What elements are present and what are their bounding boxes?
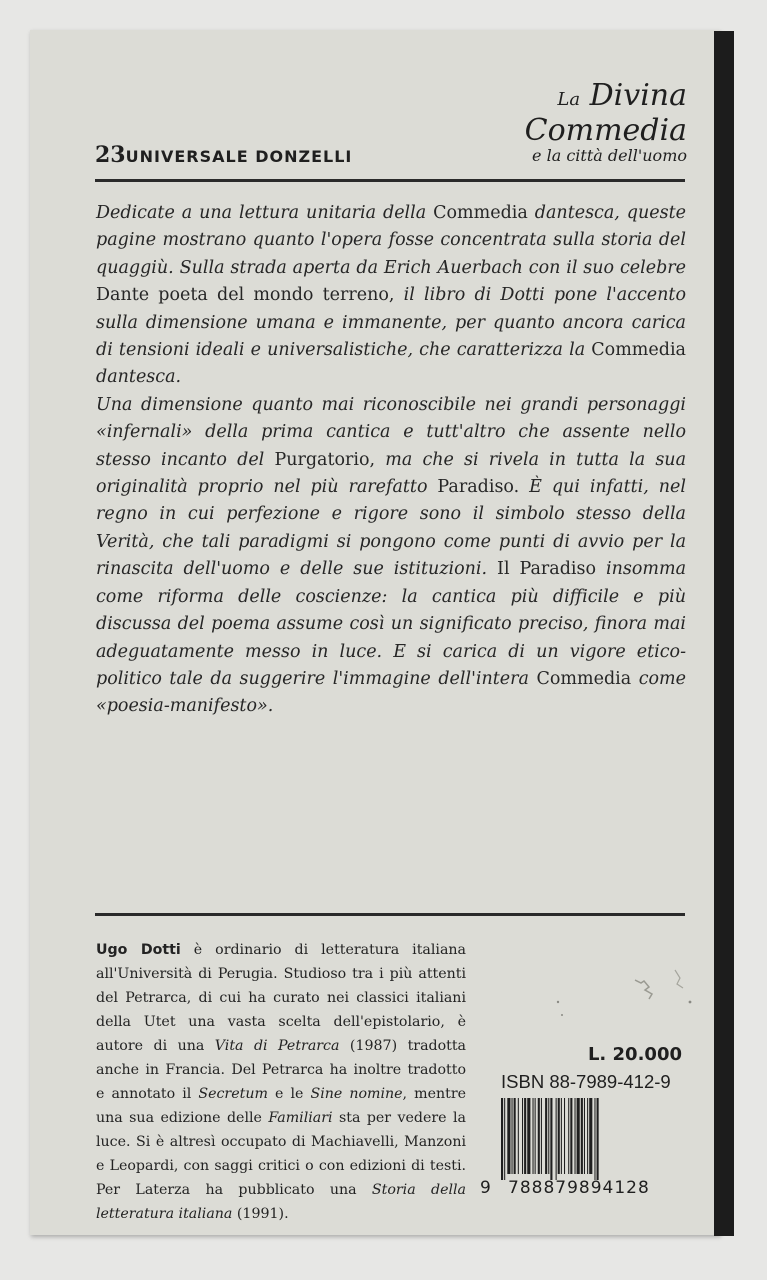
title-prefix: La — [557, 89, 581, 110]
barcode-bar — [524, 1098, 526, 1174]
barcode-bar — [538, 1098, 540, 1174]
barcode-bar — [548, 1098, 549, 1174]
barcode-bar — [575, 1098, 576, 1174]
author-name: Ugo Dotti — [96, 942, 181, 958]
blurb-text-run: come «poesia-manifesto». — [96, 668, 686, 717]
barcode-bar — [535, 1098, 536, 1174]
blurb-text-run: Commedia — [591, 340, 686, 361]
blurb-text-run: ma che si rivela in tutta la sua originalità proprio nel più rarefatto — [96, 449, 687, 498]
series-number: 23 — [95, 142, 126, 168]
book-spine — [714, 31, 734, 1236]
barcode-bar — [597, 1098, 599, 1180]
barcode-bar — [545, 1098, 547, 1174]
barcode-number: 788879894128 — [508, 1178, 650, 1198]
barcode-bar — [587, 1098, 588, 1174]
barcode-bar — [558, 1098, 560, 1174]
series-label — [95, 142, 352, 168]
blurb-text-run: Paradiso. — [437, 477, 520, 498]
blurb-text-run: Dedicate a una lettura unitaria della — [96, 203, 434, 223]
barcode-bar — [568, 1098, 569, 1174]
blurb-text-run: il libro di Dotti pone l'accento sulla dimensione umana e immanente, per quanto ancora carica di tensioni ideali e universalistiche, che caratterizza la — [96, 285, 686, 361]
barcode-bar — [522, 1098, 523, 1174]
title-line-1: Divina — [589, 78, 687, 113]
blurb-text-run: Una dimensione quanto mai riconoscibile nei grandi personaggi «infernali» della prima cantica e tutt'altro che assente nello stesso incanto del — [96, 394, 686, 470]
barcode-bar — [550, 1098, 552, 1180]
barcode-bar — [501, 1098, 503, 1180]
isbn: ISBN 88-7989-412-9 — [501, 1071, 671, 1092]
series-name: UNIVERSALE DONZELLI — [125, 147, 353, 166]
middle-rule — [95, 913, 685, 916]
cover-wear-marks — [540, 960, 720, 1040]
bio-text-run: (1991). — [232, 1206, 289, 1222]
bio-text-run: (1987) tradotta anche in Francia. Del Petrarca ha inoltre tradotto e annotato il — [96, 1038, 467, 1102]
bio-text-run: e le — [267, 1086, 311, 1102]
blurb-text-run: Commedia — [433, 203, 528, 223]
author-bio — [96, 938, 466, 1226]
bio-text-run: Sine nomine — [310, 1086, 403, 1102]
blurb-text-run: Purgatorio, — [274, 449, 376, 470]
barcode-bar — [504, 1098, 505, 1180]
blurb-text-run: Il Paradiso — [497, 559, 597, 580]
bio-text-run: Vita di Petrarca — [214, 1038, 340, 1054]
barcode-bar — [577, 1098, 580, 1174]
bio-text-run: è ordinario di letteratura italiana all'Università di Perugia. Studioso tra i più attenti del Petrarca, di cui ha curato nei classici italiani della Utet una vasta scelta dell'epistolario, è autore di una — [96, 942, 466, 1054]
price: L. 20.000 — [587, 1044, 682, 1065]
bio-text-run: Secretum — [198, 1086, 268, 1102]
barcode-bar — [564, 1098, 565, 1174]
barcode-bar — [581, 1098, 583, 1174]
title-line-2: Commedia — [524, 113, 687, 148]
bio-text-run: Familiari — [268, 1110, 333, 1126]
blurb — [96, 200, 686, 721]
barcode-bar — [584, 1098, 585, 1174]
blurb-text-run: È qui infatti, nel regno in cui perfezione e rigore sono il simbolo stesso della Verità, che tali paradigmi si pongono come punti di avvio per la rinascita dell'uomo e delle sue istituzioni. — [96, 477, 686, 580]
bio-text-run: Storia della letteratura italiana — [96, 1182, 466, 1222]
blurb-text-run: insomma come riforma delle coscienze: la cantica più difficile e più discussa del poema assume così un significato preciso, finora mai adeguatamente messo in luce. E si carica di un vigore etico-politico tale da suggerire l'immagine dell'intera — [96, 559, 686, 689]
barcode-bar — [561, 1098, 562, 1174]
barcode-bar — [556, 1098, 557, 1180]
blurb-paragraph-2 — [96, 392, 686, 721]
barcode-bar — [507, 1098, 510, 1174]
barcode-first-digit: 9 — [480, 1178, 492, 1198]
bio-text-run: sta per vedere la luce. Si è altresì occupato di Machiavelli, Manzoni e Leopardi, con saggi critici o con edizioni di testi. Per Laterza ha pubblicato una — [96, 1110, 466, 1198]
blurb-paragraph-1 — [96, 200, 686, 392]
blurb-text-run: Commedia — [536, 668, 632, 689]
barcode-bar — [512, 1098, 513, 1174]
barcode-bar — [570, 1098, 572, 1174]
barcode-bar — [527, 1098, 530, 1174]
barcode — [499, 1098, 685, 1180]
book-title — [525, 80, 687, 166]
top-rule — [95, 179, 685, 182]
barcode-bar — [594, 1098, 595, 1180]
barcode-bar — [514, 1098, 516, 1174]
barcode-bar — [518, 1098, 519, 1174]
title-line-3: e la città dell'uomo — [532, 146, 687, 165]
blurb-text-run: dantesca. — [96, 367, 182, 388]
barcode-bar — [589, 1098, 592, 1174]
blurb-text-run: dantesca, queste pagine mostrano quanto l'opera fosse concentrata sulla storia del quaggiù. Sulla strada aperta da Erich Auerbach con il suo celebre — [96, 203, 686, 278]
barcode-bar — [541, 1098, 542, 1174]
barcode-bar — [533, 1098, 534, 1174]
blurb-text-run: Dante poeta del mondo terreno, — [96, 285, 395, 306]
bio-text-run: , mentre una sua edizione delle — [96, 1086, 466, 1126]
